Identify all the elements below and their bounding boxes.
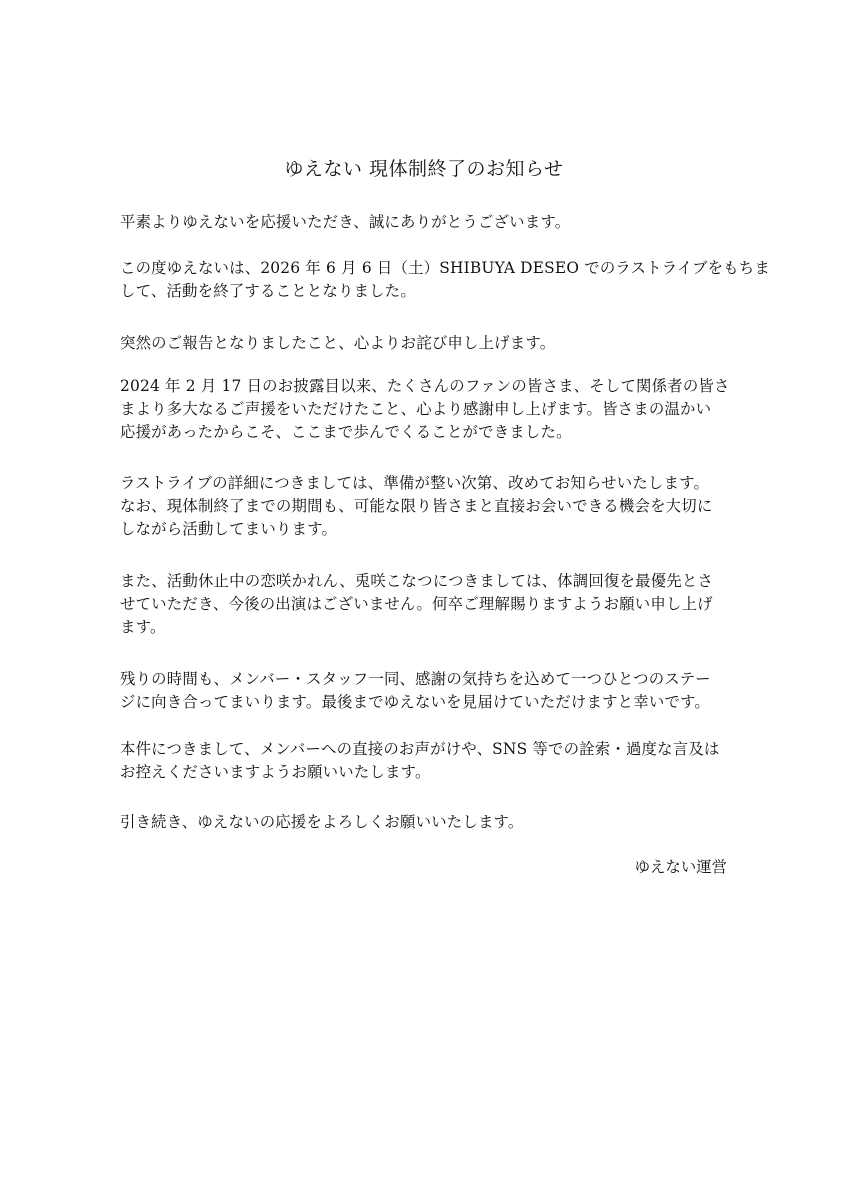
paragraph-line: お控えくださいますようお願いいたします。 <box>120 763 431 781</box>
paragraph-line: して、活動を終了することとなりました。 <box>120 282 416 300</box>
paragraph-line: 平素よりゆえないを応援いただき、誠にありがとうございます。 <box>120 213 571 231</box>
paragraph-line: また、活動休止中の恋咲かれん、兎咲こなつにつきましては、体調回復を最優先とさ <box>120 572 714 590</box>
paragraph-line: せていただき、今後の出演はございません。何卒ご理解賜りますようお願い申し上げ <box>120 595 713 613</box>
paragraph-line: この度ゆえないは、2026 年 6 月 6 日（土）SHIBUYA DESEO でのラストライブをもちま <box>120 259 770 277</box>
paragraph-greeting <box>120 211 730 234</box>
paragraph-line: ラストライブの詳細につきましては、準備が整い次第、改めてお知らせいたします。 <box>120 474 710 492</box>
paragraph-remaining-time <box>120 668 730 714</box>
paragraph-members-hiatus <box>120 570 730 639</box>
paragraph-line: 2024 年 2 月 17 日のお披露目以来、たくさんのファンの皆さま、そして関係者の皆さ <box>120 377 730 395</box>
paragraph-line: 突然のご報告となりましたこと、心よりお詫び申し上げます。 <box>120 334 556 352</box>
paragraph-line: なお、現体制終了までの期間も、可能な限り皆さまと直接お会いできる機会を大切に <box>120 497 713 515</box>
paragraph-line: まより多大なるご声援をいただけたこと、心より感謝申し上げます。皆さまの温かい <box>120 400 712 418</box>
paragraph-apology <box>120 332 730 355</box>
paragraph-thanks <box>120 375 730 444</box>
paragraph-line: ジに向き合ってまいります。最後までゆえないを見届けていただけますと幸いです。 <box>120 693 710 711</box>
paragraph-last-live <box>120 472 730 541</box>
paragraph-closing <box>120 811 730 834</box>
document-title: ゆえない 現体制終了のお知らせ <box>284 158 564 180</box>
paragraph-line: 残りの時間も、メンバー・スタッフ一同、感謝の気持ちを込めて一つひとつのステー <box>120 670 711 688</box>
paragraph-announcement <box>120 257 770 303</box>
paragraph-line: しながら活動してまいります。 <box>120 520 338 538</box>
paragraph-line: ます。 <box>120 618 166 636</box>
paragraph-request <box>120 738 730 784</box>
paragraph-line: 応援があったからこそ、ここまで歩んでくることができました。 <box>120 423 572 441</box>
paragraph-line: 本件につきまして、メンバーへの直接のお声がけや、SNS 等での詮索・過度な言及は <box>120 740 720 758</box>
signature: ゆえない運営 <box>634 858 727 876</box>
paragraph-line: 引き続き、ゆえないの応援をよろしくお願いいたします。 <box>120 813 524 831</box>
